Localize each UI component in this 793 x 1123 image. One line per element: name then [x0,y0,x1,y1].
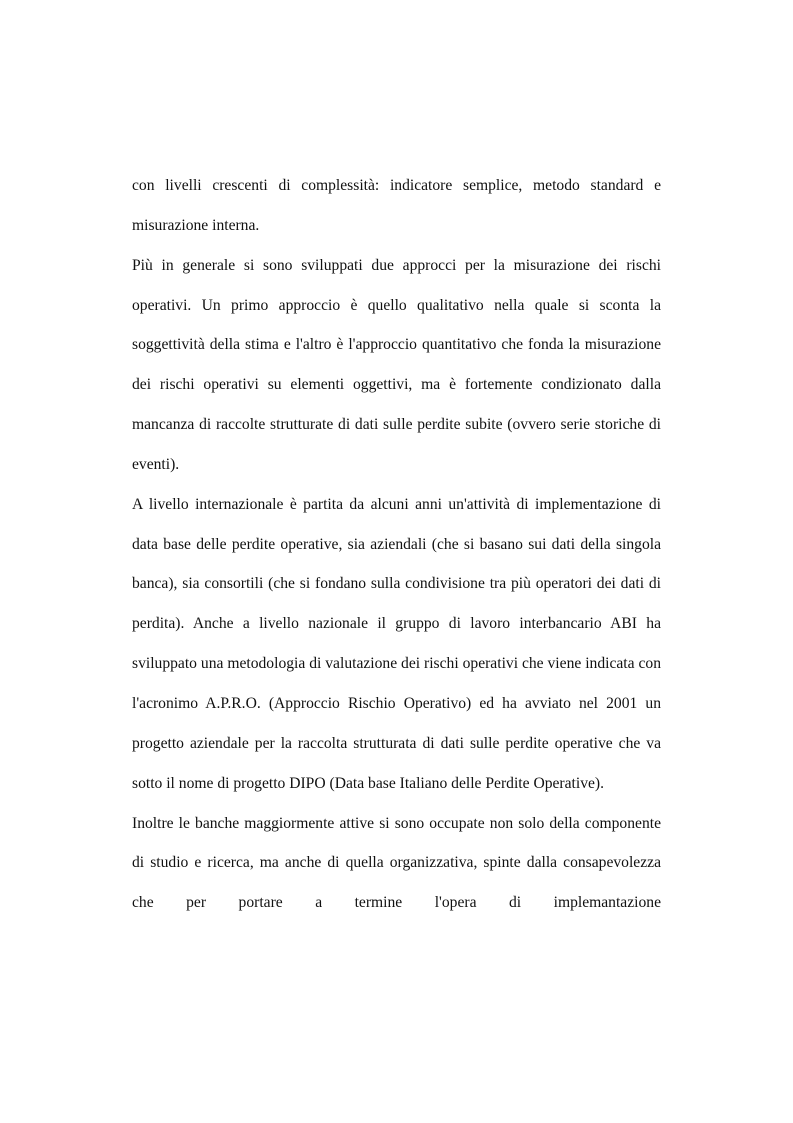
body-text [132,166,661,923]
paragraph-1: con livelli crescenti di complessità: indicatore semplice, metodo standard e misurazione interna. [132,177,661,234]
paragraph-3: A livello internazionale è partita da alcuni anni un'attività di implementazione di data base delle perdite operative, sia aziendali (che si basano sui dati della singola banca), sia consortili (che si fondano sulla condivisione tra più operatori dei dati di perdita). Anche a livello nazionale il gruppo di lavoro interbancario ABI ha sviluppato una metodologia di valutazione dei rischi operativi che viene indicata con l'acronimo A.P.R.O. (Approccio Rischio Operativo) ed ha avviato nel 2001 un progetto aziendale per la raccolta strutturata di dati sulle perdite operative che va sotto il nome di progetto DIPO (Data base Italiano delle Perdite Operative). [132,495,661,792]
paragraph-4: Inoltre le banche maggiormente attive si sono occupate non solo della componente di studio e ricerca, ma anche di quella organizzativa, spinte dalla consapevolezza che per portare a termine l'opera di implemantazione [132,814,661,912]
paragraph-2: Più in generale si sono sviluppati due approcci per la misurazione dei rischi operativi. Un primo approccio è quello qualitativo nella quale si sconta la soggettività della stima e l'altro è l'approccio quantitativo che fonda la misurazione dei rischi operativi su elementi oggettivi, ma è fortemente condizionato dalla mancanza di raccolte strutturate di dati sulle perdite subite (ovvero serie storiche di eventi). [132,256,661,473]
